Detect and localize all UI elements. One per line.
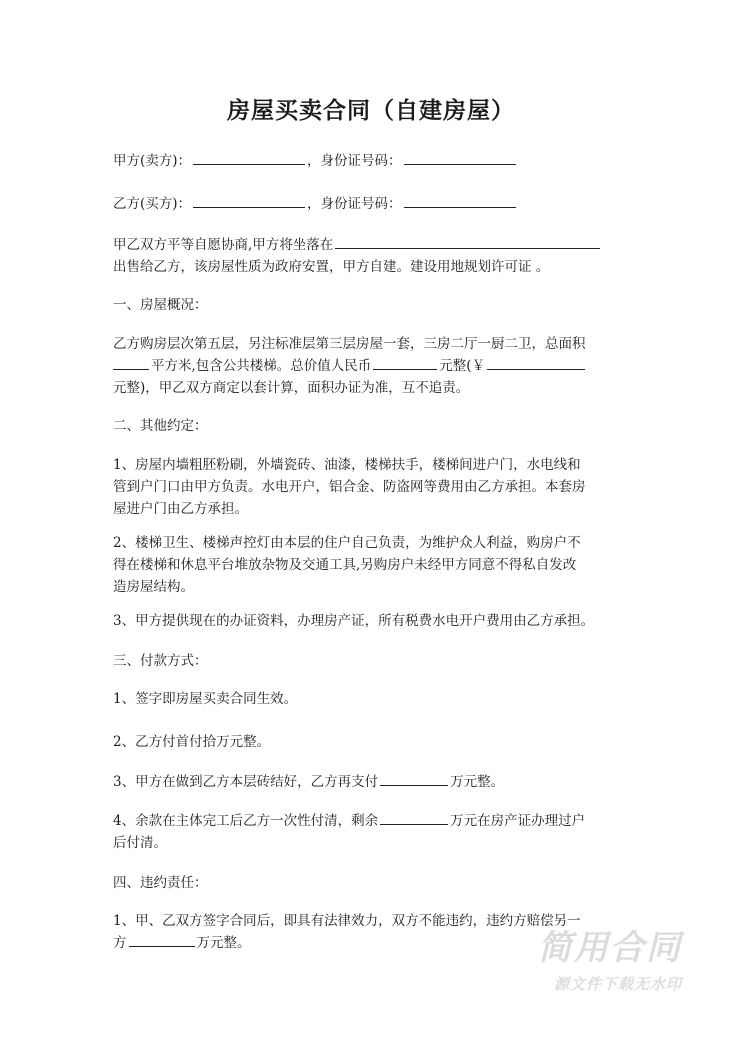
section3-item3-text-b: 万元整。 xyxy=(450,774,505,790)
party-a-line xyxy=(113,150,633,172)
party-a-id-blank[interactable] xyxy=(404,150,516,165)
section1-line-1: 乙方购房层次第五层，另注标准层第三层房屋一套，三房二厅一厨二卫，总面积 xyxy=(113,336,586,352)
section2-item1-line-3: 屋进户门由乙方承担。 xyxy=(113,501,248,517)
section4-item1-text-b: 万元整。 xyxy=(196,935,251,951)
party-a-label: 甲方(卖方)： xyxy=(113,153,192,169)
document-title: 房屋买卖合同（自建房屋） xyxy=(227,97,515,124)
section3-item4-line-1 xyxy=(113,810,633,832)
section2-item1-line-2: 管到户门口由甲方负责。水电开户，铝合金、防盗网等费用由乙方承担。本套房 xyxy=(113,479,586,495)
section1-text-2a: 平方米,包含公共楼梯。总价值人民币 xyxy=(151,358,372,374)
price-figure-blank[interactable] xyxy=(487,355,585,370)
section4-item1-text-a: 方 xyxy=(113,935,127,951)
section3-item4-text-b: 万元在房产证办理过户 xyxy=(450,813,586,829)
total-price-blank[interactable] xyxy=(373,355,437,370)
party-b-label: 乙方(买方)： xyxy=(113,196,192,212)
party-b-id-blank[interactable] xyxy=(404,193,516,208)
section3-item4-line-2: 后付清。 xyxy=(113,835,167,851)
party-b-line xyxy=(113,193,633,215)
remaining-payment-blank[interactable] xyxy=(380,810,448,825)
section1-line-2 xyxy=(113,355,633,377)
property-location-blank[interactable] xyxy=(335,234,600,249)
watermark xyxy=(482,920,682,994)
party-a-id-label: ，身份证号码： xyxy=(307,153,402,169)
intro-text-1: 甲乙双方平等自愿协商,甲方将坐落在 xyxy=(113,237,334,253)
section3-item4-text-a: 4、余款在主体完工后乙方一次性付清，剩余 xyxy=(113,813,379,829)
section2-item2-line-1: 2、楼梯卫生、楼梯声控灯由本层的住户自己负责，为维护众人利益，购房户不 xyxy=(113,535,581,551)
second-payment-blank[interactable] xyxy=(380,771,448,786)
section3-item2: 2、乙方付首付拾万元整。 xyxy=(113,734,271,750)
section3-item3 xyxy=(113,771,633,793)
section3-item3-text-a: 3、甲方在做到乙方本层砖结好，乙方再支付 xyxy=(113,774,379,790)
party-b-name-blank[interactable] xyxy=(193,193,305,208)
section2-item3: 3、甲方提供现在的办证资料，办理房产证，所有税费水电开户费用由乙方承担。 xyxy=(113,613,595,629)
penalty-amount-blank[interactable] xyxy=(129,932,195,947)
section1-text-2b: 元整(￥ xyxy=(439,358,486,374)
watermark-brand: 简用合同 xyxy=(538,928,682,968)
area-blank[interactable] xyxy=(113,355,149,370)
section1-heading: 一、房屋概况： xyxy=(113,297,208,313)
section4-item1-line-1: 1、甲、乙双方签字合同后，即具有法律效力，双方不能违约，违约方赔偿另一 xyxy=(113,913,581,929)
section4-heading: 四、违约责任： xyxy=(113,875,208,891)
intro-line-2: 出售给乙方，该房屋性质为政府安置，甲方自建。建设用地规划许可证 。 xyxy=(113,259,550,275)
party-b-id-label: ，身份证号码： xyxy=(307,196,402,212)
section2-item1-line-1: 1、房屋内墙粗胚粉刷，外墙瓷砖、油漆，楼梯扶手，楼梯间进户门，水电线和 xyxy=(113,457,581,473)
section3-item1: 1、签字即房屋买卖合同生效。 xyxy=(113,691,298,707)
intro-line-1 xyxy=(113,234,633,256)
section2-heading: 二、其他约定： xyxy=(113,418,208,434)
section3-heading: 三、付款方式： xyxy=(113,653,208,669)
watermark-tagline: 源文件下载无水印 xyxy=(553,975,682,993)
party-a-name-blank[interactable] xyxy=(193,150,305,165)
section2-item2-line-3: 造房屋结构。 xyxy=(113,579,194,595)
section1-line-3: 元整)，甲乙双方商定以套计算，面积办证为准，互不追责。 xyxy=(113,380,470,396)
section2-item2-line-2: 得在楼梯和休息平台堆放杂物及交通工具,另购房户未经甲方同意不得私自发改 xyxy=(113,557,577,573)
